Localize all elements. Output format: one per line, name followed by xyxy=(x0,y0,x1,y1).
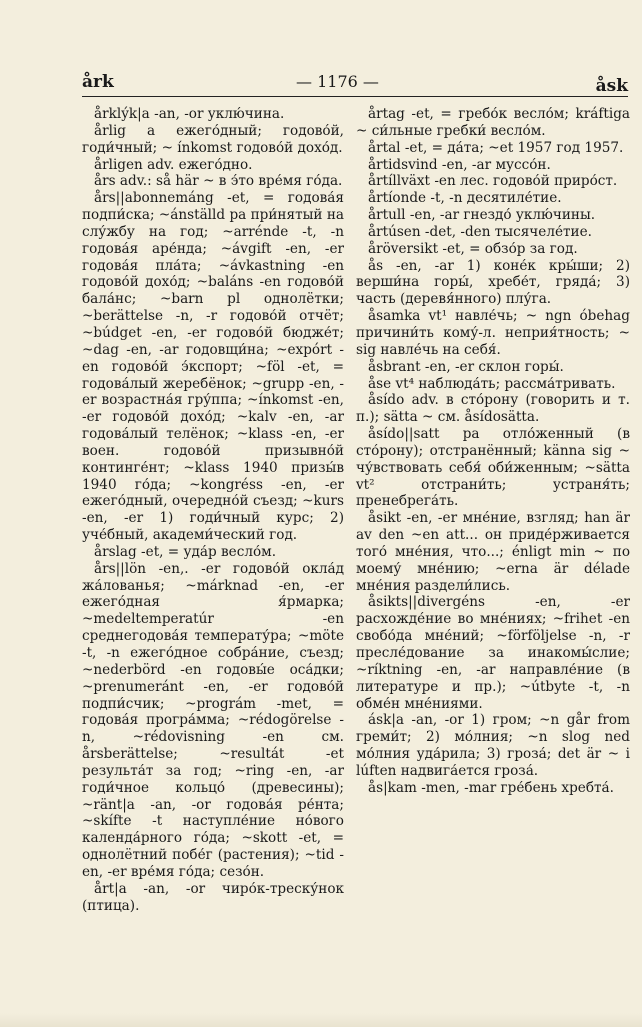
dictionary-entry: årtíonde -t, -n десятиле́тие. xyxy=(368,190,562,207)
left-running-headword: årk xyxy=(82,72,114,92)
dictionary-entry: ås|kam -men, -mar гре́бень хребта́. xyxy=(368,779,614,796)
dictionary-entry: åsbrant -en, -er склон горы́. xyxy=(368,358,564,375)
header-rule xyxy=(82,96,628,97)
dictionary-entry: årtidsvind -en, -ar муссо́н. xyxy=(368,156,551,173)
dictionary-entry: årligen adv. ежего́дно. xyxy=(94,156,253,173)
dictionary-entry: åsikts||divergéns -en, -er расхожде́ние во мне́ниях; ~frihet -en свобо́да мне́ний; ~förföljelse -n, -r пресле́дование за инакомы́слие; ~ríktning -en, -ar направле́ние (в литературе и пр.); ~útbyte -t, -n обме́н мне́ниями. xyxy=(356,594,630,712)
dictionary-entry: årtag -et, = гребо́к весло́м; kráftiga ~ си́льные гребки́ весло́м. xyxy=(356,106,630,139)
page-header xyxy=(82,70,628,94)
dictionary-entry: årtíllväxt -en лес. годово́й приро́ст. xyxy=(368,173,618,190)
dictionary-entry: åsamka vt¹ навле́чь; ~ ngn óbehag причини́ть кому́-л. неприя́тность; ~ sig навле́чь на себя́. xyxy=(356,308,630,358)
dictionary-entry: ås -en, -ar 1) коне́к кры́ши; 2) верши́на горы́, хребе́т, гряда́; 3) часть (деревя́нного) плу́га. xyxy=(356,257,630,308)
dictionary-entry: åse vt⁴ наблюда́ть; рассма́тривать. xyxy=(368,375,616,392)
dictionary-entry: års||abonnemáng -et, = годова́я подпи́ска; ~ánställd pa при́нятый на слу́жбу на год; ~arrénde -t, -n годова́я аре́нда; ~ávgift -en, -er годова́я пла́та; ~ávkastning -en годово́й дохо́д; ~baláns -en годово́й бала́нс; ~barn pl однолётки; ~berättelse -n, -r годово́й отчёт; ~búdget -en, -er годово́й бюдже́т; ~dag -en, -ar годовщи́на; ~expórt -en годово́й э́кспорт; ~föl -et, = годова́лый жеребёнок; ~grupp -en, -er возрастна́я гру́ппа; ~ínkomst -en, -er годово́й дохо́д; ~kalv -en, -ar годова́лый телёнок; ~klass -en, -er воен. годово́й призывно́й континге́нт; ~klass 1940 призы́в 1940 го́да; ~kongréss -en, -er ежего́дный, очередно́й съезд; ~kurs -en, -er 1) годи́чный курс; 2) уче́бный, академи́ческий год. xyxy=(82,190,344,544)
right-column xyxy=(356,106,630,797)
right-running-headword: åsk xyxy=(595,76,628,96)
dictionary-entry: årtull -en, -ar гнездо́ уклю́чины. xyxy=(368,207,596,224)
dictionary-entry: års adv.: så här ~ в э́то вре́мя го́да. xyxy=(94,173,343,190)
dictionary-entry: årklýk|a -an, -or уклю́чина. xyxy=(94,106,285,122)
page-number: — 1176 — xyxy=(296,72,379,91)
dictionary-entry: årtal -et, = да́та; ~et 1957 год 1957. xyxy=(368,139,624,156)
page-bottom-shadow xyxy=(0,1013,642,1027)
dictionary-entry: årtúsen -det, -den тысячеле́тие. xyxy=(368,223,592,240)
dictionary-entry: åsído||satt pa отло́женный (в сто́рону); отстранённый; känna sig ~ чу́вствовать себя́ оби́женным; ~sätta vt² отстрани́ть; устраня́ть; пренебрега́ть. xyxy=(356,426,630,510)
dictionary-entry: åsikt -en, -er мне́ние, взгляд; han är av den ~en att... он приде́рживается того́ мне́ния, что...; énligt min ~ по моему́ мне́нию; ~erna är délade мне́ния раздели́лись. xyxy=(356,510,630,594)
dictionary-entry: årt|a -an, -or чиро́к-треску́нок (птица). xyxy=(82,880,344,914)
dictionary-entry: ásk|a -an, -or 1) гром; ~n går from греми́т; 2) мо́лния; ~n slog ned мо́лния уда́рила; 3) гроза́; det är ~ i lúften надвига́ется гроза́. xyxy=(356,712,630,779)
dictionary-entry: åsído adv. в сто́рону (говорить и т. п.); sätta ~ см. åsídosätta. xyxy=(356,392,630,426)
dictionary-entry: års||lön -en,. -er годово́й окла́д жа́лованья; ~márknad -en, -er ежего́дная я́рмарка; ~medeltemperatúr -en среднегодова́я температу́ра; ~möte -t, -n ежего́дное собра́ние, съезд; ~nederbörd -en годовы́е оса́дки; ~prenumeránt -en, -er годово́й подпи́счик; ~prográm -met, = годова́я програ́мма; ~rédogörelse -n, ~rédovisning -en см. årsberättelse; ~resultát -et результа́т за год; ~ring -en, -ar годи́чное кольцо́ (древесины); ~ränt|a -an, -or годова́я ре́нта; ~skífte -t наступле́ние но́вого календа́рного го́да; ~skott -et, = однолётний побе́г (растения); ~tid -en, -er вре́мя го́да; сезо́н. xyxy=(82,560,344,880)
dictionary-entry: åröversikt -et, = обзо́р за год. xyxy=(368,240,578,257)
left-column xyxy=(82,106,344,915)
dictionary-entry: årlig a ежего́дный; годово́й, годи́чный; ~ ínkomst годово́й дохо́д. xyxy=(82,122,344,156)
dictionary-entry: årslag -et, = уда́р весло́м. xyxy=(94,543,277,560)
